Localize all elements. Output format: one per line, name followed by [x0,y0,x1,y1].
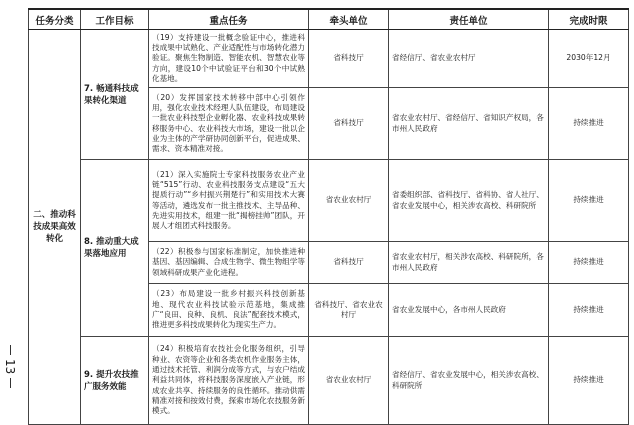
lead-unit-19: 省科技厅 [309,30,389,88]
responsible-unit-19: 省经信厅、省农业农村厅 [389,30,549,88]
page-number-dash-top [10,345,11,355]
task-21: （21）深入实施院士专家科技服务农业产业链“515”行动、农业科技服务支点建设“五大提质行动”“乡村振兴荆楚行”和实用技术大赛等活动，遴选发布一批主推技术、主导品种、先进实用技术，组建一批“揭榜挂帅”团队，开展人才组团式科技服务。 [149,160,309,242]
task-23: （23）布局建设一批乡村振兴科技创新基地、现代农业科技试验示范基地，集成推广“良田、良种、良机、良法”配套技术模式，推进更多科技成果转化为现实生产力。 [149,284,309,337]
goal-7: 7. 畅通科技成果转化渠道 [81,30,149,160]
lead-unit-21: 省农业农村厅 [309,160,389,242]
deadline-22: 持续推进 [549,242,629,284]
page-number-dash-bottom [10,378,11,388]
responsible-unit-24: 省经信厅、省农业发展中心，相关涉农高校、科研院所 [389,337,549,425]
table-header-row [29,9,629,30]
goal-8: 8. 推动重大成果落地应用 [81,160,149,337]
task-24: （24）积极培育农技社会化服务组织，引导种业、农资等企业和各类农机作业服务主体，通过技术托管、利润分成等方式，与农户结成利益共同体，将科技服务深度嵌入产业链，形成农业共享、持续服务的良性循环。推动供需精准对接和按效付费，探索市场化农技服务新模式。 [149,337,309,425]
task-table [28,8,629,425]
header-responsible-unit: 责任单位 [389,9,549,30]
header-task: 重点任务 [149,9,309,30]
deadline-24: 持续推进 [549,337,629,425]
page-number [2,345,18,415]
responsible-unit-23: 省农业发展中心，各市州人民政府 [389,284,549,337]
deadline-23: 持续推进 [549,284,629,337]
deadline-19: 2030年12月 [549,30,629,88]
goal-9: 9. 提升农技推广服务效能 [81,337,149,425]
table-row [29,30,629,88]
page-number-text: 13 [3,359,17,375]
task-19: （19）支持建设一批概念验证中心，推进科技成果中试熟化、产业适配性与市场转化潜力验证。聚焦生物制造、智能农机、智慧农业等方向，建设10个中试验证平台和30个中试熟化基地。 [149,30,309,88]
lead-unit-24: 省农业农村厅 [309,337,389,425]
task-22: （22）积极参与国家标准制定，加快推进种基因、基因编辑、合成生物学、微生物组学等领域科研成果产业化进程。 [149,242,309,284]
responsible-unit-21: 省委组织部、省科技厅、省科协、省人社厅、省农业发展中心，相关涉农高校、科研院所 [389,160,549,242]
table-row [29,160,629,242]
task-category: 二、推动科技成果高效转化 [29,30,81,425]
header-deadline: 完成时限 [549,9,629,30]
header-category: 任务分类 [29,9,81,30]
lead-unit-23: 省科技厅、省农业农村厅 [309,284,389,337]
responsible-unit-20: 省农业农村厅、省经信厅、省知识产权局，各市州人民政府 [389,88,549,160]
task-20: （20）发挥国家技术转移中部中心引领作用，强化农业技术经理人队伍建设，布局建设一批农业科技型企业孵化器、农业科技成果转移服务中心、农业科技大市场，建设一批以企业为主体的产学研协同创新平台，促进成果、需求、资本精准对接。 [149,88,309,160]
responsible-unit-22: 省农业农村厅，相关涉农高校、科研院所，各市州人民政府 [389,242,549,284]
deadline-21: 持续推进 [549,160,629,242]
lead-unit-22: 省科技厅 [309,242,389,284]
deadline-20: 持续推进 [549,88,629,160]
lead-unit-20: 省科技厅 [309,88,389,160]
header-goal: 工作目标 [81,9,149,30]
table-row [29,337,629,425]
header-lead-unit: 牵头单位 [309,9,389,30]
